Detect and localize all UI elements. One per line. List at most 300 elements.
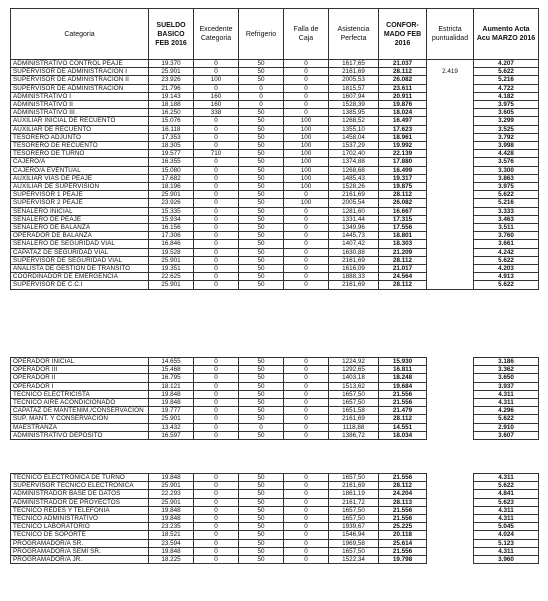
cell-aumento: 4.722 <box>474 84 539 92</box>
cell-asistencia: 2161,69 <box>329 191 379 199</box>
cell-sueldo: 25.901 <box>149 415 194 423</box>
cell-falla: 0 <box>284 84 329 92</box>
cell-aumento: 4.024 <box>474 531 539 539</box>
cell-asistencia: 2161,69 <box>329 256 379 264</box>
cell-conformado: 17.315 <box>379 215 427 223</box>
cell-excedente: 0 <box>194 374 239 382</box>
cell-estricta <box>427 109 474 117</box>
cell-excedente: 0 <box>194 407 239 415</box>
cell-categoria: TECNICO DE SOPORTE <box>11 531 149 539</box>
cell-categoria: OPERADOR III <box>11 366 149 374</box>
cell-conformado: 19.876 <box>379 101 427 109</box>
cell-conformado: 21.479 <box>379 407 427 415</box>
cell-asistencia: 1118,88 <box>329 423 379 431</box>
cell-refrigerio: 50 <box>239 125 284 133</box>
cell-falla: 0 <box>284 92 329 100</box>
cell-sueldo: 16.795 <box>149 374 194 382</box>
cell-conformado: 24.564 <box>379 273 427 281</box>
cell-sueldo: 19.351 <box>149 265 194 273</box>
cell-categoria: TESORERO DE TURNO <box>11 150 149 158</box>
cell-falla: 0 <box>284 207 329 215</box>
table-row <box>11 531 539 539</box>
cell-conformado: 21.556 <box>379 390 427 398</box>
cell-excedente: 0 <box>194 256 239 264</box>
cell-excedente: 0 <box>194 506 239 514</box>
cell-categoria: AUXILIAR DE SUPERVISION <box>11 183 149 191</box>
cell-asistencia: 2161,69 <box>329 482 379 490</box>
cell-conformado: 25.614 <box>379 539 427 547</box>
cell-refrigerio: 50 <box>239 506 284 514</box>
cell-refrigerio: 50 <box>239 183 284 191</box>
cell-refrigerio: 0 <box>239 84 284 92</box>
cell-estricta <box>427 101 474 109</box>
cell-asistencia: 1657,50 <box>329 506 379 514</box>
cell-falla: 0 <box>284 515 329 523</box>
col-header-aumento: Aumento Acta Acu MARZO 2016 <box>474 9 539 60</box>
cell-falla: 0 <box>284 68 329 76</box>
cell-estricta <box>427 547 474 555</box>
cell-sueldo: 15.934 <box>149 215 194 223</box>
cell-aumento: 4.203 <box>474 265 539 273</box>
cell-estricta <box>427 248 474 256</box>
cell-aumento: 4.296 <box>474 407 539 415</box>
cell-falla: 0 <box>284 60 329 68</box>
cell-sueldo: 19.848 <box>149 399 194 407</box>
cell-conformado: 18.248 <box>379 374 427 382</box>
cell-excedente: 160 <box>194 101 239 109</box>
cell-aumento: 5.622 <box>474 256 539 264</box>
cell-estricta <box>427 366 474 374</box>
cell-categoria: SUPERVISOR DE ADMINISTRACION I <box>11 68 149 76</box>
cell-asistencia: 1969,58 <box>329 539 379 547</box>
cell-sueldo: 14.655 <box>149 358 194 366</box>
cell-refrigerio: 50 <box>239 150 284 158</box>
cell-conformado: 28.112 <box>379 415 427 423</box>
cell-conformado: 21.556 <box>379 506 427 514</box>
cell-sueldo: 19.848 <box>149 390 194 398</box>
cell-excedente: 0 <box>194 224 239 232</box>
cell-excedente: 0 <box>194 199 239 207</box>
cell-asistencia: 1537,29 <box>329 142 379 150</box>
cell-categoria: PROGRAMADOR/A SR. <box>11 539 149 547</box>
cell-conformado: 16.499 <box>379 166 427 174</box>
cell-excedente: 0 <box>194 531 239 539</box>
cell-aumento: 3.186 <box>474 358 539 366</box>
cell-conformado: 20.911 <box>379 92 427 100</box>
cell-falla: 0 <box>284 431 329 439</box>
cell-falla: 0 <box>284 224 329 232</box>
cell-refrigerio: 50 <box>239 68 284 76</box>
cell-estricta <box>427 498 474 506</box>
cell-aumento: 5.622 <box>474 281 539 289</box>
cell-conformado: 15.930 <box>379 358 427 366</box>
cell-categoria: SUPERVISOR DE SEGURIDAD VIAL <box>11 256 149 264</box>
cell-refrigerio: 50 <box>239 199 284 207</box>
salary-table-group-3 <box>10 473 539 564</box>
cell-sueldo: 19.143 <box>149 92 194 100</box>
cell-sueldo: 23.594 <box>149 539 194 547</box>
table-row <box>11 399 539 407</box>
cell-categoria: AUXILIAR INICIAL DE RECUENTO <box>11 117 149 125</box>
cell-excedente: 0 <box>194 265 239 273</box>
table-row <box>11 523 539 531</box>
cell-conformado: 28.112 <box>379 191 427 199</box>
cell-falla: 0 <box>284 358 329 366</box>
table-row <box>11 556 539 564</box>
cell-aumento: 5.123 <box>474 539 539 547</box>
col-header-excedente: Excedente Categoria <box>194 9 239 60</box>
cell-conformado: 18.024 <box>379 109 427 117</box>
cell-falla: 0 <box>284 273 329 281</box>
cell-refrigerio: 50 <box>239 191 284 199</box>
cell-refrigerio: 50 <box>239 498 284 506</box>
cell-refrigerio: 50 <box>239 174 284 182</box>
cell-estricta <box>427 506 474 514</box>
cell-sueldo: 23.235 <box>149 523 194 531</box>
cell-aumento: 4.913 <box>474 273 539 281</box>
cell-aumento: 2.910 <box>474 423 539 431</box>
table-row <box>11 191 539 199</box>
cell-aumento: 3.975 <box>474 183 539 191</box>
cell-falla: 100 <box>284 183 329 191</box>
cell-falla: 0 <box>284 556 329 564</box>
cell-asistencia: 1546,94 <box>329 531 379 539</box>
cell-aumento: 3.650 <box>474 374 539 382</box>
cell-refrigerio: 50 <box>239 224 284 232</box>
cell-asistencia: 1386,72 <box>329 431 379 439</box>
cell-estricta <box>427 490 474 498</box>
table-row <box>11 183 539 191</box>
table-row <box>11 382 539 390</box>
table-row <box>11 281 539 289</box>
cell-falla: 100 <box>284 142 329 150</box>
cell-asistencia: 1651,58 <box>329 407 379 415</box>
cell-aumento: 4.311 <box>474 399 539 407</box>
table-row <box>11 539 539 547</box>
cell-categoria: TECNICO ELECTRICISTA <box>11 390 149 398</box>
cell-conformado: 21.556 <box>379 547 427 555</box>
cell-categoria: SUPERVISOR DE C.C.I <box>11 281 149 289</box>
cell-aumento: 4.182 <box>474 92 539 100</box>
table-row <box>11 109 539 117</box>
cell-categoria: CAJERO/A EVENTUAL <box>11 166 149 174</box>
cell-asistencia: 1331,44 <box>329 215 379 223</box>
cell-conformado: 28.112 <box>379 68 427 76</box>
cell-asistencia: 1861,19 <box>329 490 379 498</box>
cell-refrigerio: 50 <box>239 358 284 366</box>
cell-refrigerio: 50 <box>239 166 284 174</box>
table-row <box>11 125 539 133</box>
cell-categoria: TECNICO AIRE ACONDICIONADO <box>11 399 149 407</box>
cell-excedente: 0 <box>194 84 239 92</box>
cell-estricta <box>427 256 474 264</box>
cell-categoria: TECNICO ADMINISTRATIVO <box>11 515 149 523</box>
cell-estricta <box>427 382 474 390</box>
cell-conformado: 16.667 <box>379 207 427 215</box>
cell-refrigerio: 50 <box>239 281 284 289</box>
cell-estricta <box>427 215 474 223</box>
cell-conformado: 20.118 <box>379 531 427 539</box>
cell-excedente: 0 <box>194 240 239 248</box>
cell-sueldo: 19.848 <box>149 474 194 482</box>
cell-conformado: 16.811 <box>379 366 427 374</box>
col-header-asistencia: Asistencia Perfecta <box>329 9 379 60</box>
cell-falla: 100 <box>284 133 329 141</box>
cell-sueldo: 19.577 <box>149 150 194 158</box>
cell-excedente: 0 <box>194 399 239 407</box>
cell-conformado: 21.556 <box>379 474 427 482</box>
cell-excedente: 0 <box>194 68 239 76</box>
cell-excedente: 0 <box>194 431 239 439</box>
table-row <box>11 256 539 264</box>
cell-excedente: 0 <box>194 191 239 199</box>
cell-conformado: 18.961 <box>379 133 427 141</box>
table-row <box>11 84 539 92</box>
cell-estricta <box>427 158 474 166</box>
cell-aumento: 5.216 <box>474 199 539 207</box>
cell-asistencia: 1657,50 <box>329 399 379 407</box>
table-row <box>11 101 539 109</box>
cell-refrigerio: 0 <box>239 101 284 109</box>
cell-aumento: 5.216 <box>474 76 539 84</box>
cell-refrigerio: 50 <box>239 240 284 248</box>
cell-aumento: 3.792 <box>474 133 539 141</box>
cell-asistencia: 2161,69 <box>329 415 379 423</box>
table-row <box>11 224 539 232</box>
cell-sueldo: 25.901 <box>149 256 194 264</box>
cell-categoria: AUXILIAR VIAS DE PEAJE <box>11 174 149 182</box>
col-header-refrigerio: Refrigerio <box>239 9 284 60</box>
cell-sueldo: 19.777 <box>149 407 194 415</box>
cell-conformado: 18.303 <box>379 240 427 248</box>
col-header-categoria: Categoria <box>11 9 149 60</box>
cell-falla: 0 <box>284 215 329 223</box>
cell-refrigerio: 50 <box>239 523 284 531</box>
cell-excedente: 0 <box>194 117 239 125</box>
salary-table-group-1 <box>10 59 539 290</box>
cell-aumento: 3.863 <box>474 174 539 182</box>
cell-aumento: 4.311 <box>474 506 539 514</box>
cell-refrigerio: 50 <box>239 60 284 68</box>
cell-asistencia: 1888,33 <box>329 273 379 281</box>
cell-refrigerio: 50 <box>239 117 284 125</box>
table-row <box>11 248 539 256</box>
cell-categoria: SEÑALERO DE PEAJE <box>11 215 149 223</box>
cell-conformado: 28.112 <box>379 281 427 289</box>
cell-estricta <box>427 474 474 482</box>
cell-conformado: 28.113 <box>379 498 427 506</box>
header-row <box>11 9 539 60</box>
table-row <box>11 150 539 158</box>
cell-categoria: ANALISTA DE GESTION DE TRANSITO <box>11 265 149 273</box>
cell-excedente: 0 <box>194 166 239 174</box>
cell-aumento: 3.333 <box>474 207 539 215</box>
cell-refrigerio: 50 <box>239 407 284 415</box>
cell-conformado: 21.556 <box>379 515 427 523</box>
cell-estricta <box>427 374 474 382</box>
cell-conformado: 17.556 <box>379 224 427 232</box>
table-row <box>11 68 539 76</box>
col-header-conformado: CONFOR-MADO FEB 2016 <box>379 9 427 60</box>
cell-estricta <box>427 240 474 248</box>
cell-falla: 0 <box>284 423 329 431</box>
cell-sueldo: 23.926 <box>149 76 194 84</box>
cell-excedente: 0 <box>194 366 239 374</box>
cell-excedente: 0 <box>194 523 239 531</box>
cell-excedente: 0 <box>194 474 239 482</box>
cell-conformado: 21.209 <box>379 248 427 256</box>
cell-categoria: COORDINADOR DE EMERGENCIA <box>11 273 149 281</box>
cell-estricta <box>427 92 474 100</box>
cell-excedente: 0 <box>194 232 239 240</box>
table-row <box>11 358 539 366</box>
cell-falla: 0 <box>284 523 329 531</box>
cell-excedente: 0 <box>194 498 239 506</box>
cell-excedente: 0 <box>194 281 239 289</box>
cell-aumento: 3.605 <box>474 109 539 117</box>
cell-asistencia: 1403,18 <box>329 374 379 382</box>
cell-excedente: 0 <box>194 382 239 390</box>
cell-falla: 0 <box>284 382 329 390</box>
cell-conformado: 19.798 <box>379 556 427 564</box>
cell-falla: 0 <box>284 232 329 240</box>
cell-conformado: 19.317 <box>379 174 427 182</box>
cell-estricta <box>427 183 474 191</box>
cell-sueldo: 25.901 <box>149 68 194 76</box>
cell-refrigerio: 50 <box>239 539 284 547</box>
cell-asistencia: 1630,88 <box>329 248 379 256</box>
cell-excedente: 100 <box>194 76 239 84</box>
cell-sueldo: 19.848 <box>149 547 194 555</box>
cell-falla: 0 <box>284 101 329 109</box>
cell-conformado: 23.611 <box>379 84 427 92</box>
cell-aumento: 3.511 <box>474 224 539 232</box>
cell-conformado: 19.992 <box>379 142 427 150</box>
cell-aumento: 5.623 <box>474 498 539 506</box>
cell-asistencia: 1702,40 <box>329 150 379 158</box>
cell-excedente: 0 <box>194 358 239 366</box>
cell-refrigerio: 50 <box>239 556 284 564</box>
cell-estricta <box>427 76 474 84</box>
cell-asistencia: 1268,52 <box>329 117 379 125</box>
cell-sueldo: 18.188 <box>149 101 194 109</box>
cell-asistencia: 1657,50 <box>329 390 379 398</box>
table-row <box>11 482 539 490</box>
cell-categoria: ADMINISTRATIVO III <box>11 109 149 117</box>
cell-categoria: ADMINISTRADOR DE PROYECTOS <box>11 498 149 506</box>
cell-asistencia: 1349,96 <box>329 224 379 232</box>
cell-refrigerio: 50 <box>239 248 284 256</box>
table-row <box>11 273 539 281</box>
cell-categoria: MAESTRANZA <box>11 423 149 431</box>
cell-falla: 0 <box>284 415 329 423</box>
cell-asistencia: 1281,60 <box>329 207 379 215</box>
cell-estricta <box>427 224 474 232</box>
cell-conformado: 26.082 <box>379 76 427 84</box>
table-row <box>11 60 539 68</box>
cell-refrigerio: 50 <box>239 474 284 482</box>
cell-excedente: 338 <box>194 109 239 117</box>
cell-categoria: ADMINISTRADOR BASE DE DATOS <box>11 490 149 498</box>
cell-categoria: CAPATAZ DE SEGURIDAD VIAL <box>11 248 149 256</box>
cell-categoria: TECNICO REDES Y TELEFONIA <box>11 506 149 514</box>
cell-refrigerio: 50 <box>239 531 284 539</box>
table-row <box>11 374 539 382</box>
cell-refrigerio: 50 <box>239 415 284 423</box>
cell-aumento: 3.525 <box>474 125 539 133</box>
cell-categoria: PROGRAMADOR/A JR. <box>11 556 149 564</box>
col-header-estricta: Estricta puntualidad <box>427 9 474 60</box>
cell-falla: 0 <box>284 531 329 539</box>
cell-aumento: 4.841 <box>474 490 539 498</box>
cell-refrigerio: 50 <box>239 142 284 150</box>
cell-categoria: OPERADOR I <box>11 382 149 390</box>
cell-estricta <box>427 515 474 523</box>
cell-estricta <box>427 265 474 273</box>
cell-excedente: 0 <box>194 60 239 68</box>
table-row <box>11 474 539 482</box>
cell-conformado: 19.875 <box>379 183 427 191</box>
cell-categoria: TECNICO ELECTRONICA DE TURNO <box>11 474 149 482</box>
cell-categoria: PROGRAMADOR/A SEMI SR. <box>11 547 149 555</box>
cell-sueldo: 18.305 <box>149 142 194 150</box>
cell-estricta <box>427 125 474 133</box>
cell-sueldo: 19.528 <box>149 248 194 256</box>
table-row <box>11 207 539 215</box>
cell-refrigerio: 50 <box>239 431 284 439</box>
table-row <box>11 232 539 240</box>
table-row <box>11 506 539 514</box>
cell-estricta <box>427 390 474 398</box>
cell-falla: 0 <box>284 109 329 117</box>
cell-refrigerio: 50 <box>239 265 284 273</box>
cell-sueldo: 16.846 <box>149 240 194 248</box>
cell-excedente: 0 <box>194 547 239 555</box>
cell-estricta <box>427 358 474 366</box>
cell-categoria: SUPERVISOR DE ADMINISTRACION <box>11 84 149 92</box>
cell-sueldo: 16.156 <box>149 224 194 232</box>
cell-categoria: CAJERO/A <box>11 158 149 166</box>
cell-falla: 0 <box>284 482 329 490</box>
cell-categoria: SEÑALERO DE SEGURIDAD VIAL <box>11 240 149 248</box>
cell-refrigerio: 50 <box>239 133 284 141</box>
cell-falla: 0 <box>284 490 329 498</box>
cell-sueldo: 15.468 <box>149 366 194 374</box>
cell-conformado: 19.684 <box>379 382 427 390</box>
cell-refrigerio: 50 <box>239 390 284 398</box>
cell-sueldo: 21.796 <box>149 84 194 92</box>
cell-conformado: 17.623 <box>379 125 427 133</box>
salary-table-group-2 <box>10 357 539 440</box>
cell-asistencia: 1374,88 <box>329 158 379 166</box>
cell-sueldo: 18.521 <box>149 531 194 539</box>
cell-excedente: 0 <box>194 248 239 256</box>
table-row <box>11 390 539 398</box>
cell-sueldo: 16.597 <box>149 431 194 439</box>
table-row <box>11 142 539 150</box>
cell-sueldo: 13.432 <box>149 423 194 431</box>
cell-asistencia: 1617,65 <box>329 60 379 68</box>
cell-refrigerio: 0 <box>239 92 284 100</box>
cell-aumento: 3.760 <box>474 232 539 240</box>
cell-estricta <box>427 539 474 547</box>
cell-falla: 0 <box>284 256 329 264</box>
cell-categoria: ADMINISTRATIVO CONTROL PEAJE <box>11 60 149 68</box>
cell-aumento: 3.998 <box>474 142 539 150</box>
table-row <box>11 199 539 207</box>
col-header-sueldo: SUELDO BASICO FEB 2016 <box>149 9 194 60</box>
cell-refrigerio: 50 <box>239 256 284 264</box>
